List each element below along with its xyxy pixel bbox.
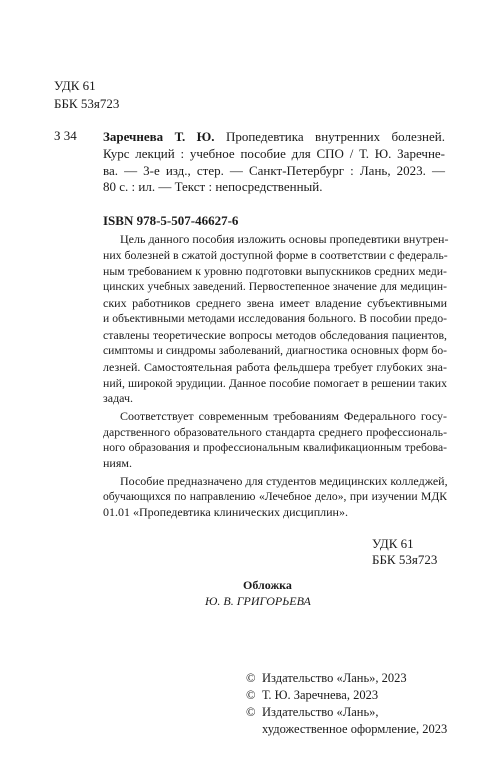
- annotation-line: и объективными методами исследования больного. В пособии предо-: [103, 312, 447, 325]
- catalog-line: ва. — 3-е изд., стер. — Санкт-Петербург : Лань, 2023. —: [103, 163, 445, 178]
- cover-designer: Ю. В. ГРИГОРЬЕВА: [205, 594, 311, 608]
- annotation-line: ний, широкой эрудиции. Данное пособие помогает в решении таких: [103, 376, 447, 390]
- annotation-line: ного образования и профессиональным квалификационным требова-: [103, 441, 447, 454]
- author-index: З 34: [54, 128, 77, 143]
- annotation-line: симптомы и синдромы заболеваний, диагностика основных форм бо-: [103, 344, 447, 357]
- catalog-title: Пропедевтика внутренних болезней.: [225, 129, 445, 144]
- annotation-line: ным требованием к уровню подготовки выпускников средних меди-: [103, 264, 447, 278]
- udk-code-top: УДК 61: [54, 78, 96, 93]
- annotation-line: обучающихся по направлению «Лечебное дело», при изучении МДК: [103, 490, 447, 503]
- bbk-code-top: ББК 53я723: [54, 96, 120, 111]
- copyright-icon: ©: [246, 671, 256, 685]
- bbk-code-bottom: ББК 53я723: [372, 552, 438, 567]
- annotation-line: Цель данного пособия изложить основы пропедевтики внутрен-: [120, 232, 449, 246]
- copyright-line: [246, 721, 447, 738]
- catalog-title-line: [103, 129, 445, 145]
- copyright-block: [246, 670, 447, 738]
- copyright-text: Издательство «Лань»,: [262, 705, 379, 719]
- copyright-line: [246, 670, 447, 687]
- annotation-line: ставлены теоретические вопросы методов обследования пациентов,: [103, 328, 447, 342]
- catalog-author: Заречнева Т. Ю.: [103, 129, 215, 144]
- cover-label: Обложка: [243, 578, 292, 592]
- copyright-text: Т. Ю. Заречнева, 2023: [262, 688, 379, 702]
- annotation-line: Пособие предназначено для студентов медицинских колледжей,: [120, 474, 448, 488]
- annotation-line: задач.: [103, 391, 134, 405]
- annotation-line: Соответствует современным требованиям Федерального госу-: [120, 409, 447, 423]
- udk-code-bottom: УДК 61: [372, 536, 414, 551]
- annotation-line: лезней. Самостоятельная работа фельдшера требует глубоких зна-: [103, 360, 447, 374]
- annotation-line: 01.01 «Пропедевтика клинических дисциплин».: [103, 505, 348, 519]
- annotation-line: ских работников среднего звена имеет владение субъективными: [103, 296, 447, 310]
- copyright-icon: ©: [246, 705, 256, 719]
- annotation-line: ниям.: [103, 456, 132, 470]
- copyright-text: художественное оформление, 2023: [262, 722, 448, 736]
- copyright-line: [246, 704, 447, 721]
- copyright-icon: ©: [246, 688, 256, 702]
- copyright-text: Издательство «Лань», 2023: [262, 671, 407, 685]
- catalog-line: Курс лекций : учебное пособие для СПО / Т. Ю. Заречне-: [103, 146, 445, 161]
- annotation-line: дарственного образовательного стандарта среднего профессиональ-: [103, 425, 447, 439]
- annotation-line: цинских учебных заведений. Первостепенное значение для медицин-: [103, 280, 447, 293]
- catalog-line: 80 с. : ил. — Текст : непосредственный.: [103, 179, 323, 194]
- copyright-line: [246, 687, 447, 704]
- isbn: ISBN 978-5-507-46627-6: [103, 213, 239, 228]
- annotation-line: них болезней в сжатой доступной форме в соответствии с федераль-: [103, 248, 448, 262]
